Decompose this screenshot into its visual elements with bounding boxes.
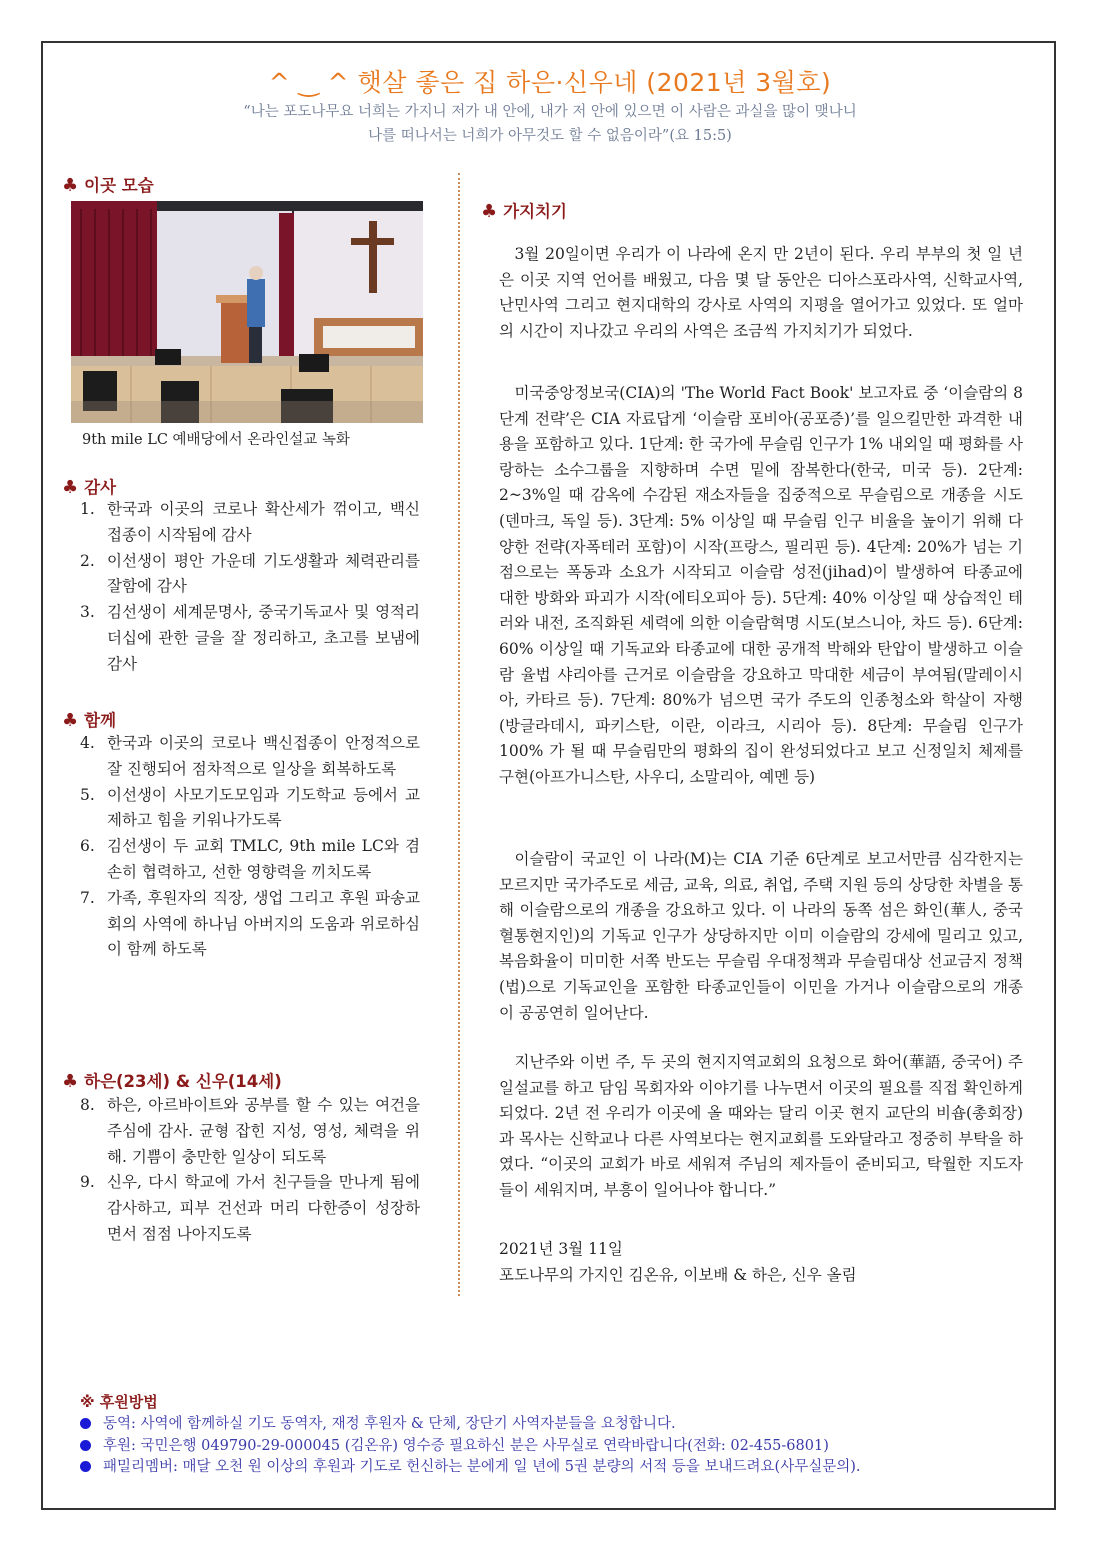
bible-verse — [0, 100, 1100, 148]
support-heading: ※ 후원방법 — [80, 1393, 158, 1411]
bullet-icon — [80, 1461, 91, 1472]
signoff — [499, 1237, 857, 1288]
letter-date: 2021년 3월 11일 — [499, 1240, 623, 1258]
section-heading-label: 하은(23세) & 신우(14세) — [84, 1072, 282, 1091]
list-item: 7. 가족, 후원자의 직장, 생업 그리고 후원 파송교회의 사역에 하나님 아버지의 도움과 위로하심이 함께 하도록 — [80, 888, 420, 959]
club-icon: ♣ — [62, 477, 79, 498]
list-item: 2. 이선생이 평안 가운데 기도생활과 체력관리를 잘함에 감사 — [80, 551, 420, 596]
club-icon: ♣ — [62, 1071, 79, 1092]
bullet-icon — [80, 1418, 91, 1429]
list-item: 4. 한국과 이곳의 코로나 백신접종이 안정적으로 잘 진행되어 점차적으로 일상을 회복하도록 — [80, 734, 420, 778]
letter-signature: 포도나무의 가지인 김온유, 이보배 & 하은, 신우 올림 — [499, 1265, 857, 1284]
verse-line-2: 나를 떠나서는 너희가 아무것도 할 수 없음이라”(요 15:5) — [368, 128, 732, 144]
support-section — [80, 1391, 1050, 1479]
list-item: 5. 이선생이 사모기도모임과 기도학교 등에서 교제하고 힘을 키워나가도록 — [80, 785, 420, 830]
section-heading-thanks — [62, 474, 116, 498]
section-heading-scene — [62, 172, 154, 196]
section-heading-label: 이곳 모습 — [84, 176, 154, 195]
together-list — [80, 731, 420, 963]
support-list — [80, 1414, 1050, 1479]
column-divider — [458, 173, 460, 1296]
club-icon: ♣ — [481, 201, 498, 222]
kids-list — [80, 1093, 420, 1248]
list-item: 3. 김선생이 세계문명사, 중국기독교사 및 영적리더십에 관한 글을 잘 정리하고, 초고를 보냄에 감사 — [80, 603, 420, 673]
support-item: 후원: 국민은행 049790-29-000045 (김온유) 영수증 필요하신 분은 사무실로 연락바랍니다(전화: 02-455-6801) — [80, 1436, 1050, 1458]
support-item: 동역: 사역에 함께하실 기도 동역자, 재정 후원자 & 단체, 장단기 사역자분들을 요청합니다. — [80, 1414, 1050, 1436]
list-item: 1. 한국과 이곳의 코로나 확산세가 꺾이고, 백신접종이 시작됨에 감사 — [80, 500, 420, 544]
section-heading-label: 함께 — [84, 711, 117, 730]
article-paragraph-4: 지난주와 이번 주, 두 곳의 현지지역교회의 요청으로 화어(華語, 중국어) 주일설교를 하고 담임 목회자와 이야기를 나누면서 이곳의 필요를 직접 확인하게 되었다. 2년 전 우리가 이곳에 올 때와는 달리 이곳 현지 교단의 비숍(총회장)과 목사는 신학교나 다른 사역보다는 현지교회를 도와달라고 정중히 부탁을 하였다. “이곳의 교회가 바로 세워져 주님의 제자들이 준비되고, 탁월한 지도자들이 세워지며, 부흥이 일어나야 합니다.” — [499, 1053, 1023, 1199]
article-paragraph-1: 3월 20일이면 우리가 이 나라에 온지 만 2년이 된다. 우리 부부의 첫 일 년은 이곳 지역 언어를 배웠고, 다음 몇 달 동안은 디아스포라사역, 신학교사역, 난민사역 그리고 현지대학의 강사로 사역의 지평을 열어가고 있었다. 또 얼마의 시간이 지나갔고 우리의 사역은 조금씩 가지치기가 되었다. — [499, 245, 1023, 340]
support-item: 패밀리멤버: 매달 오천 원 이상의 후원과 기도로 헌신하는 분에게 일 년에 5권 분량의 서적 등을 보내드려요(사무실문의). — [80, 1457, 1050, 1479]
section-heading-together — [62, 707, 116, 731]
list-item: 8. 하은, 아르바이트와 공부를 할 수 있는 여건을 주심에 감사. 균형 잡힌 지성, 영성, 체력을 위해. 기쁨이 충만한 일상이 되도록 — [80, 1096, 420, 1166]
thanks-list — [80, 497, 420, 678]
newsletter-title: ^ ‿ ^ 햇살 좋은 집 하은·신우네 (2021년 3월호) — [268, 68, 832, 97]
article-paragraph-2: 미국중앙정보국(CIA)의 'The World Fact Book' 보고자료 중 ‘이슬람의 8단계 전략’은 CIA 자료답게 ‘이슬람 포비아(공포증)’를 일으킬만한 과격한 내용을 포함하고 있다. 1단계: 한 국가에 무슬림 인구가 1% 내외일 때 평화를 사랑하는 소수그룹을 지향하며 수면 밑에 잠복한다(한국, 미국 등). 2단계: 2~3%일 때 감옥에 수감된 재소자들을 집중적으로 무슬림으로 개종을 시도(덴마크, 독일 등). 3단계: 5% 이상일 때 무슬림 인구 비율을 높이기 위해 다양한 전략(자폭테러 포함)이 시작(프랑스, 필리핀 등). 4단계: 20%가 넘는 기점으로는 폭동과 소요가 시작되고 이슬람 성전(jihad)이 발생하여 타종교에 대한 방화와 파괴가 시작(에티오피아 등). 5단계: 40% 이상일 때 상습적인 테러와 내전, 조직화된 세력에 의한 이슬람혁명 시도(보스니아, 차드 등). 6단계: 60% 이상일 때 기독교와 타종교에 대한 공개적 박해와 탄압이 발생하고 이슬람 율법 샤리아를 근거로 이슬람을 강요하고 막대한 세금이 부여됨(말레이시아, 카타르 등). 7단계: 80%가 넘으면 국가 주도의 인종청소와 학살이 자행(방글라데시, 파키스탄, 이란, 이라크, 시리아 등). 8단계: 무슬림 인구가 100% 가 될 때 무슬림만의 평화의 집이 완성되었다고 보고 신정일치 체제를 구현(아프가니스탄, 사우디, 소말리아, 예멘 등) — [499, 384, 1023, 786]
section-heading-label: 가지치기 — [503, 202, 567, 221]
list-item: 9. 신우, 다시 학교에 가서 친구들을 만나게 됨에 감사하고, 피부 건선과 머리 다한증이 성장하면서 점점 나아지도록 — [80, 1173, 420, 1243]
bullet-icon — [80, 1440, 91, 1451]
list-item: 6. 김선생이 두 교회 TMLC, 9th mile LC와 겸손히 협력하고, 선한 영향력을 끼치도록 — [80, 837, 420, 881]
photo-caption: 9th mile LC 예배당에서 온라인설교 녹화 — [82, 432, 350, 448]
section-heading-label: 감사 — [84, 478, 117, 497]
verse-line-1: “나는 포도나무요 너희는 가지니 저가 내 안에, 내가 저 안에 있으면 이 사람은 과실을 많이 맺나니 — [243, 104, 857, 120]
section-heading-pruning — [481, 198, 567, 222]
club-icon: ♣ — [62, 175, 79, 196]
article-paragraph-3: 이슬람이 국교인 이 나라(M)는 CIA 기준 6단계로 보고서만큼 심각한지는 모르지만 국가주도로 세금, 교육, 의료, 취업, 주택 지원 등의 상당한 차별을 통해 이슬람으로의 개종을 강요하고 있다. 이 나라의 동쪽 섬은 화인(華人, 중국혈통현지인)의 기독교 인구가 상당하지만 이미 이슬람의 강세에 밀리고 있고, 복음화율이 미미한 서쪽 반도는 무슬림 우대정책과 무슬림대상 선교금지 정책(법)으로 기독교인을 포함한 타종교인들이 이민을 가거나 이슬람으로의 개종이 공공연히 일어난다. — [499, 850, 1023, 1022]
church-stage-photo — [71, 201, 423, 423]
club-icon: ♣ — [62, 710, 79, 731]
section-heading-kids — [62, 1068, 282, 1092]
